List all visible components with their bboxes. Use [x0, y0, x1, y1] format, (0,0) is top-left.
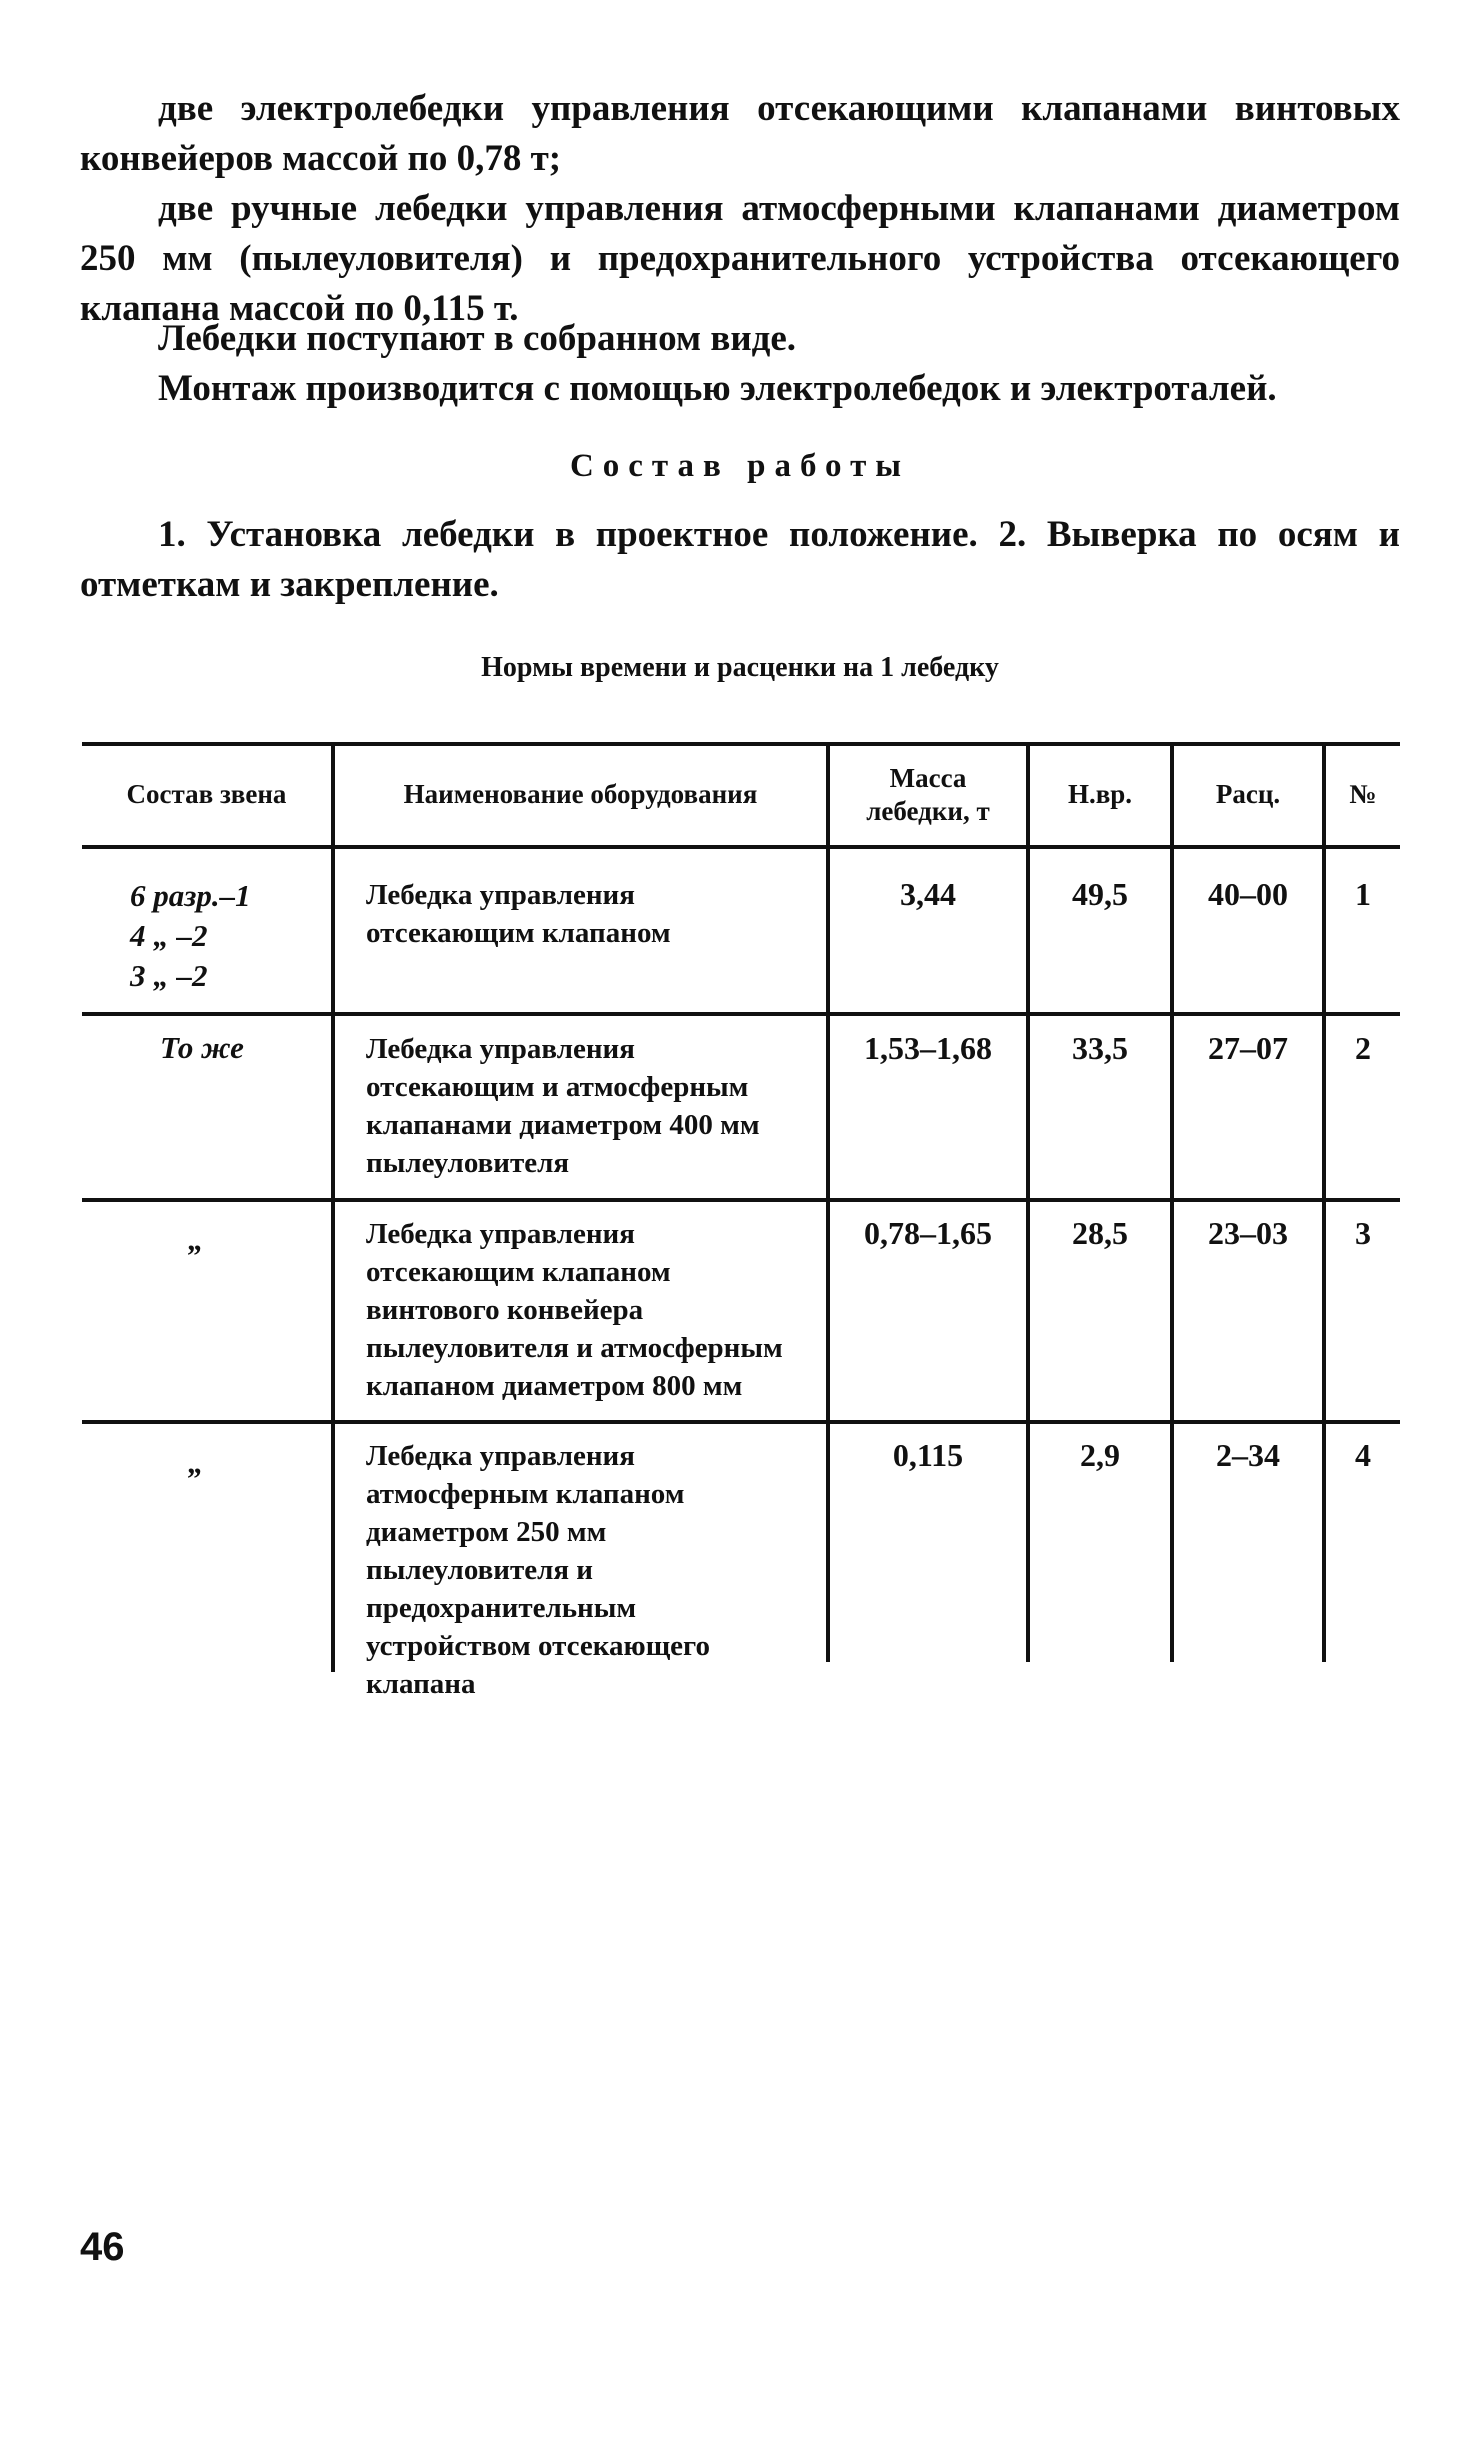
- header-crew: Состав звена: [126, 779, 287, 809]
- row-1-crew-line: 4 „ –2: [130, 918, 208, 953]
- section-title: Состав работы: [569, 448, 911, 484]
- row-2-mass: 1,53–1,68: [864, 1030, 992, 1066]
- row-1-norm: 49,5: [1072, 876, 1128, 912]
- table-rule-header: [82, 845, 1400, 849]
- row-1-crew-line: 6 разр.–1: [130, 878, 251, 913]
- row-2-crew-line: То же: [160, 1030, 244, 1065]
- row-3-crew-line: „: [188, 1222, 204, 1257]
- row-4-mass: 0,115: [892, 1437, 964, 1473]
- work-steps: 1. Установка лебедки в проектное положение. 2. Выверка по осям и отметкам и закрепление.: [80, 514, 1400, 605]
- row-2-equipment: Лебедка управления отсекающим и атмосферным клапанами диаметром 400 мм пылеуловителя: [366, 1033, 760, 1179]
- paragraph-electric-winches: две электролебедки управления отсекающими клапанами винтовых конвейеров массой по 0,78 т;: [80, 88, 1400, 179]
- page-number: 46: [80, 2225, 125, 2269]
- paragraph-installation: Монтаж производится с помощью электролебедок и электроталей.: [158, 368, 1277, 409]
- paragraph-delivery: Лебедки поступают в собранном виде.: [158, 318, 797, 359]
- row-4-norm: 2,9: [1080, 1437, 1120, 1473]
- table-rule-top: [82, 742, 1400, 746]
- header-norm: Н.вр.: [1067, 779, 1133, 809]
- paragraph-manual-winches: две ручные лебедки управления атмосферными клапанами диаметром 250 мм (пылеуловителя) и предохранительного устройства отсекающего клапана массой по 0,115 т.: [80, 188, 1400, 329]
- row-2-norm: 33,5: [1072, 1030, 1128, 1066]
- header-equipment: Наименование оборудования: [403, 779, 758, 809]
- row-3-mass: 0,78–1,65: [864, 1215, 992, 1251]
- row-1-number: 1: [1355, 876, 1371, 912]
- row-1-equipment: Лебедка управления отсекающим клапаном: [366, 879, 671, 949]
- row-3-price: 23–03: [1208, 1215, 1288, 1251]
- table-title: Нормы времени и расценки на 1 лебедку: [481, 652, 999, 683]
- row-2-number: 2: [1355, 1030, 1371, 1066]
- table-rule-row-2: [82, 1198, 1400, 1202]
- row-3-equipment: Лебедка управления отсекающим клапаном винтового конвейера пылеуловителя и атмосферным клапаном диаметром 800 мм: [366, 1218, 783, 1402]
- row-3-number: 3: [1355, 1215, 1371, 1251]
- row-2-price: 27–07: [1208, 1030, 1288, 1066]
- table-col-divider-1: [331, 742, 335, 1672]
- table-rule-row-3: [82, 1420, 1400, 1424]
- row-1-mass: 3,44: [900, 876, 956, 912]
- row-1-crew-line: 3 „ –2: [130, 958, 208, 993]
- row-1-crew: [130, 876, 320, 996]
- header-price: Расц.: [1215, 779, 1281, 809]
- row-2-crew: [160, 1028, 310, 1068]
- row-4-crew-line: „: [188, 1445, 204, 1480]
- row-3-crew: [188, 1220, 248, 1260]
- row-3-norm: 28,5: [1072, 1215, 1128, 1251]
- header-number: №: [1349, 779, 1377, 809]
- row-4-price: 2–34: [1216, 1437, 1280, 1473]
- row-4-equipment: Лебедка управления атмосферным клапаном диаметром 250 мм пылеуловителя и предохранительным устройством отсекающего клапана: [366, 1440, 710, 1700]
- row-4-number: 4: [1355, 1437, 1371, 1473]
- row-1-price: 40–00: [1208, 876, 1288, 912]
- table-rule-row-1: [82, 1012, 1400, 1016]
- row-4-crew: [188, 1443, 248, 1483]
- header-mass: Масса лебедки, т: [866, 763, 990, 826]
